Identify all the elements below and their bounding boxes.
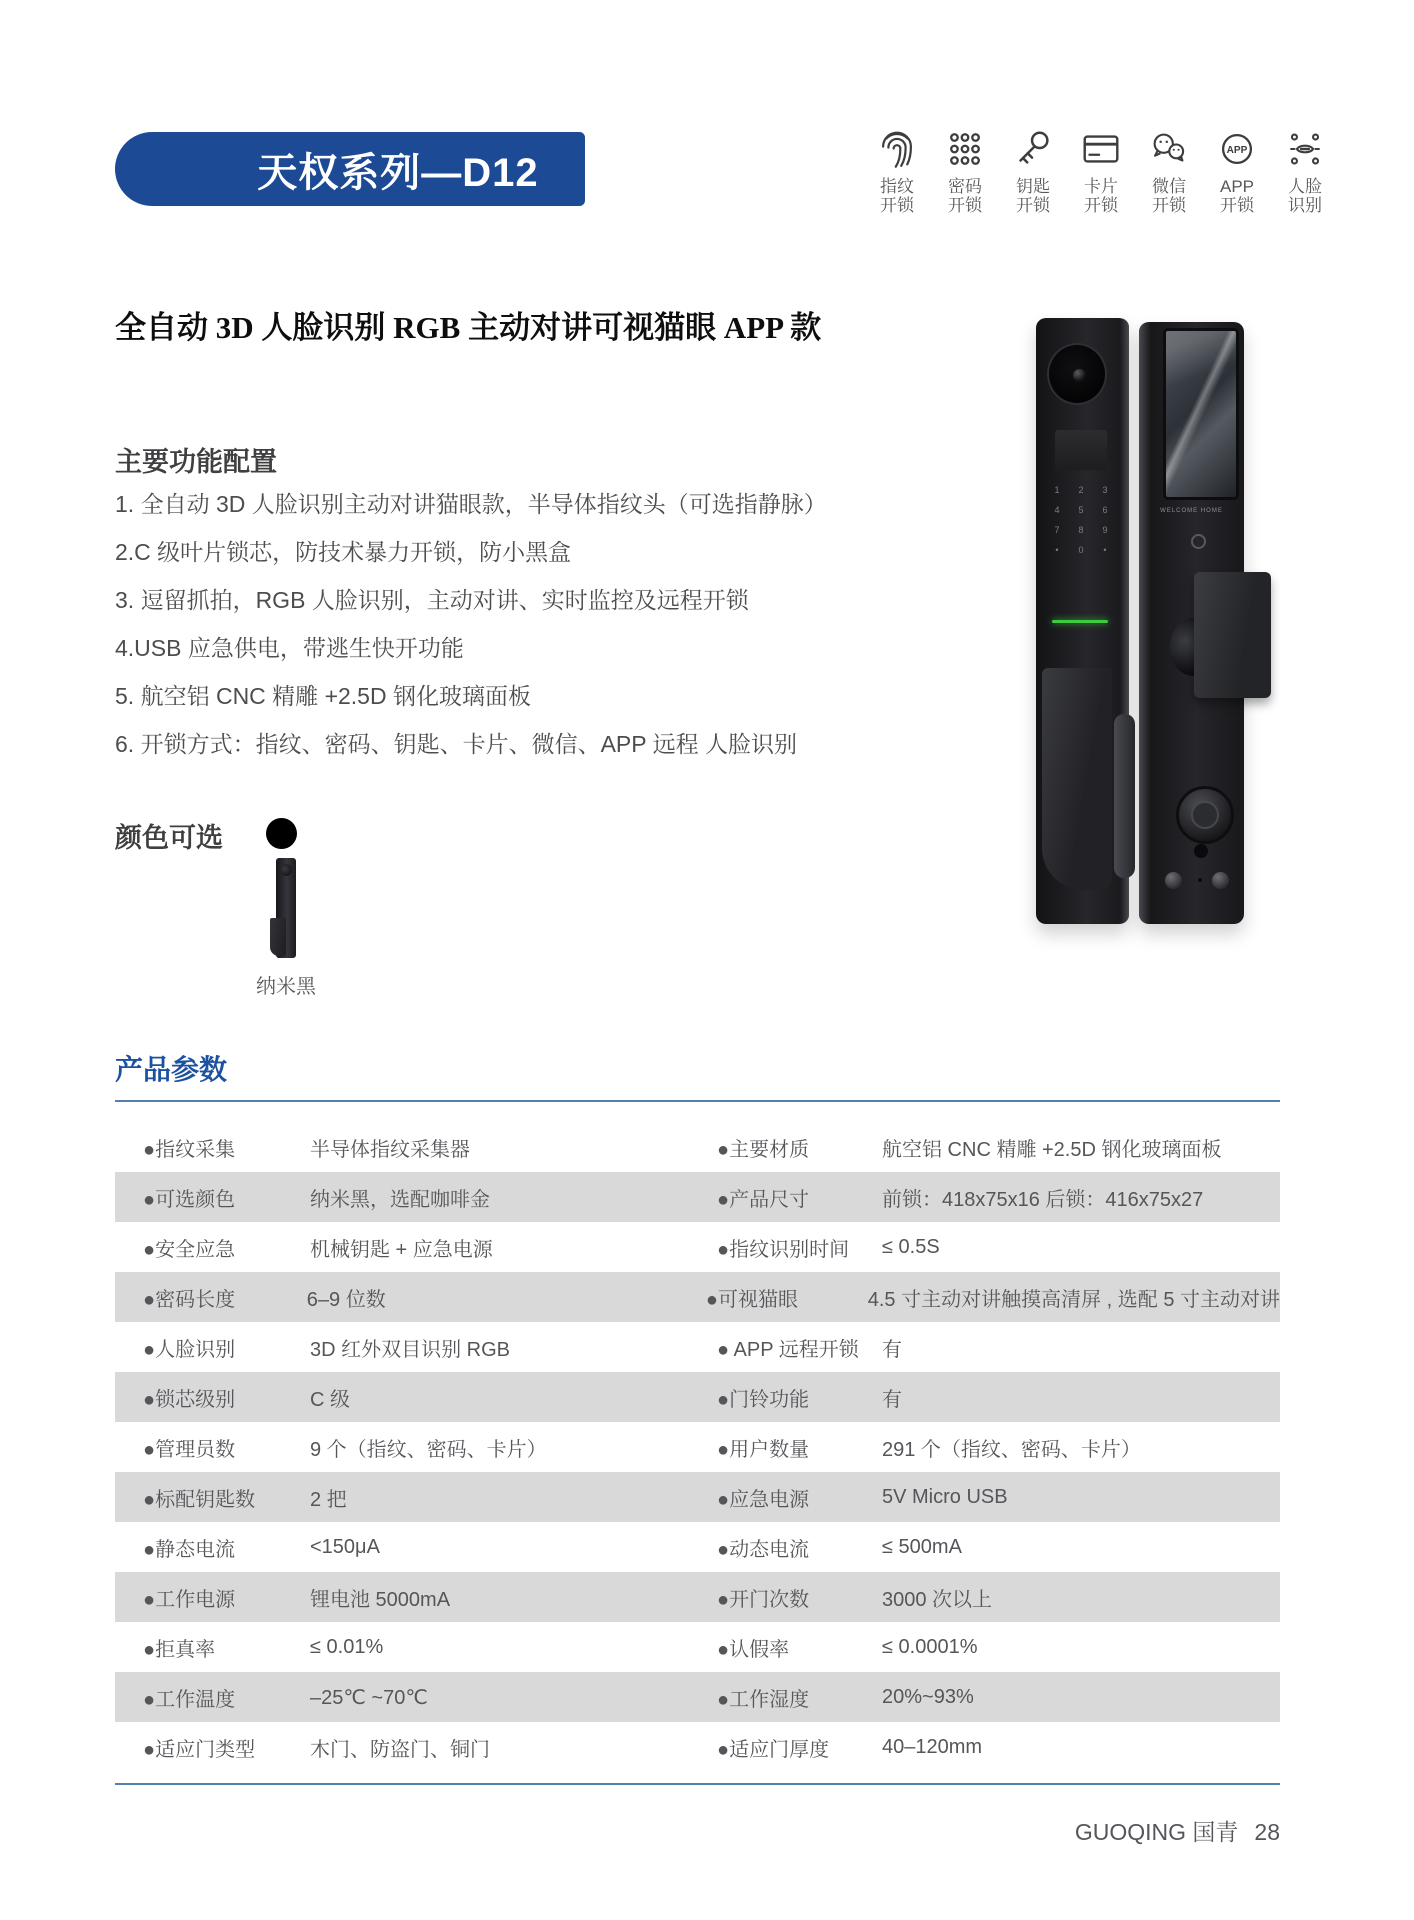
feature-item: 3. 逗留抓拍，RGB 人脸识别，主动对讲、实时监控及远程开锁 bbox=[115, 587, 749, 613]
status-indicator-light bbox=[1052, 620, 1108, 623]
spec-value: ≤ 500mA bbox=[882, 1535, 962, 1558]
spec-label: ●门铃功能 bbox=[717, 1388, 810, 1411]
spec-label: ●指纹识别时间 bbox=[717, 1238, 850, 1261]
unlock-method-password bbox=[931, 126, 999, 215]
screw-right bbox=[1212, 872, 1229, 889]
lock-keypad bbox=[1045, 484, 1117, 556]
specs-table bbox=[115, 1122, 1280, 1772]
spec-row bbox=[115, 1722, 1280, 1772]
spec-row bbox=[115, 1372, 1280, 1422]
thumb-turn-knob bbox=[1176, 786, 1234, 844]
viewer-screen-text: WELCOME HOME bbox=[1160, 508, 1223, 514]
spec-value: 机械钥匙 + 应急电源 bbox=[310, 1238, 493, 1261]
keypad-key: 7 bbox=[1054, 525, 1060, 535]
spec-label: ●安全应急 bbox=[143, 1238, 236, 1261]
spec-row bbox=[115, 1322, 1280, 1372]
spec-value: –25℃ ~70℃ bbox=[310, 1686, 428, 1709]
keypad-key: 1 bbox=[1054, 485, 1060, 495]
spec-value: 航空铝 CNC 精雕 +2.5D 钢化玻璃面板 bbox=[882, 1138, 1222, 1161]
feature-item: 4.USB 应急供电，带逃生快开功能 bbox=[115, 635, 464, 661]
keypad-key: 8 bbox=[1078, 525, 1084, 535]
spec-row bbox=[115, 1572, 1280, 1622]
unlock-method-label: APP 开锁 bbox=[1219, 177, 1255, 215]
key-icon bbox=[1010, 126, 1056, 172]
front-sleeve-cover bbox=[1042, 668, 1112, 890]
front-lock-panel bbox=[1036, 318, 1129, 924]
svg-text:APP: APP bbox=[1226, 144, 1248, 156]
spec-label: ●可选颜色 bbox=[143, 1188, 236, 1211]
spec-row bbox=[115, 1222, 1280, 1272]
feature-item: 2.C 级叶片锁芯，防技术暴力开锁，防小黑盒 bbox=[115, 539, 572, 565]
unlock-method-card bbox=[1067, 126, 1135, 215]
spec-value: C 级 bbox=[310, 1388, 350, 1411]
spec-value: 6–9 位数 bbox=[306, 1288, 386, 1311]
wechat-icon bbox=[1146, 126, 1192, 172]
mic-hole bbox=[1198, 878, 1202, 882]
spec-row bbox=[115, 1622, 1280, 1672]
keypad-key: 3 bbox=[1102, 485, 1108, 495]
spec-value: <150μA bbox=[310, 1535, 380, 1558]
brand-name: GUOQING 国青 bbox=[1074, 1819, 1239, 1845]
spec-value: 纳米黑，选配咖啡金 bbox=[310, 1188, 490, 1211]
unlock-method-label: 指纹 开锁 bbox=[880, 177, 914, 215]
spec-value: 3000 次以上 bbox=[882, 1588, 993, 1611]
spec-value: 2 把 bbox=[310, 1488, 347, 1511]
color-variant-thumbnail bbox=[270, 858, 300, 960]
unlock-method-label: 微信 开锁 bbox=[1152, 177, 1186, 215]
sensor-window bbox=[1055, 430, 1107, 470]
product-photo bbox=[1000, 300, 1292, 940]
back-lock-panel bbox=[1139, 322, 1244, 924]
feature-item: 5. 航空铝 CNC 精雕 +2.5D 钢化玻璃面板 bbox=[115, 683, 531, 709]
face-id-icon bbox=[1282, 126, 1328, 172]
unlock-method-label: 钥匙 开锁 bbox=[1016, 177, 1050, 215]
doorbell-button bbox=[1191, 534, 1206, 549]
spec-row bbox=[115, 1272, 1280, 1322]
features-list bbox=[115, 480, 835, 768]
keyhole-cover bbox=[1194, 844, 1208, 858]
spec-value: 木门、防盗门、铜门 bbox=[310, 1738, 490, 1761]
page-number: 28 bbox=[1254, 1819, 1280, 1845]
spec-label: ●用户数量 bbox=[717, 1438, 810, 1461]
spec-label: ●工作电源 bbox=[143, 1588, 236, 1611]
spec-label: ●人脸识别 bbox=[143, 1338, 236, 1361]
keypad-key: 2 bbox=[1078, 485, 1084, 495]
spec-value: 有 bbox=[882, 1388, 902, 1411]
spec-label: ●标配钥匙数 bbox=[143, 1488, 256, 1511]
features-heading: 主要功能配置 bbox=[115, 447, 277, 477]
spec-value: 9 个（指纹、密码、卡片） bbox=[310, 1438, 547, 1461]
spec-label: ●适应门类型 bbox=[143, 1738, 256, 1761]
mini-lock-sleeve bbox=[270, 918, 286, 956]
series-title: 天权系列—D12 bbox=[257, 150, 539, 195]
spec-row bbox=[115, 1422, 1280, 1472]
feature-item: 6. 开锁方式：指纹、密码、钥匙、卡片、微信、APP 远程 人脸识别 bbox=[115, 731, 797, 757]
unlock-method-fingerprint bbox=[863, 126, 931, 215]
spec-label: ●静态电流 bbox=[143, 1538, 236, 1561]
product-title: 全自动 3D 人脸识别 RGB 主动对讲可视猫眼 APP 款 bbox=[115, 310, 822, 345]
page-footer bbox=[115, 1814, 1280, 1847]
keypad-key: 9 bbox=[1102, 525, 1108, 535]
spec-label: ●产品尺寸 bbox=[717, 1188, 810, 1211]
spec-label: ●可视猫眼 bbox=[705, 1288, 799, 1311]
keypad-key: • bbox=[1103, 545, 1107, 555]
spec-value: 锂电池 5000mA bbox=[310, 1588, 451, 1611]
spec-label: ●工作温度 bbox=[143, 1688, 236, 1711]
spec-value: 前锁：418x75x16 后锁：416x75x27 bbox=[882, 1188, 1204, 1211]
spec-row bbox=[115, 1172, 1280, 1222]
spec-label: ● APP 远程开锁 bbox=[717, 1338, 859, 1361]
face-camera-ring bbox=[1047, 343, 1107, 405]
specs-top-rule bbox=[115, 1100, 1280, 1102]
color-variant-label: 纳米黑 bbox=[256, 976, 316, 998]
mini-lock-camera bbox=[280, 864, 292, 876]
spec-value: 5V Micro USB bbox=[882, 1485, 1008, 1508]
spec-value: ≤ 0.0001% bbox=[882, 1635, 978, 1658]
spec-label: ●认假率 bbox=[717, 1638, 790, 1661]
unlock-method-key bbox=[999, 126, 1067, 215]
color-swatch-black bbox=[266, 818, 297, 849]
spec-label: ●开门次数 bbox=[717, 1588, 810, 1611]
knob-inner bbox=[1191, 801, 1219, 829]
keypad-key: 5 bbox=[1078, 505, 1084, 515]
camera-lens bbox=[1073, 369, 1086, 382]
unlock-method-wechat bbox=[1135, 126, 1203, 215]
spec-label: ●密码长度 bbox=[143, 1288, 236, 1311]
spec-label: ●动态电流 bbox=[717, 1538, 810, 1561]
back-handle-box bbox=[1194, 572, 1271, 698]
spec-value: 20%~93% bbox=[882, 1685, 974, 1708]
feature-item: 1. 全自动 3D 人脸识别主动对讲猫眼款，半导体指纹头（可选指静脉） bbox=[115, 491, 827, 517]
spec-value: 40–120mm bbox=[882, 1735, 983, 1758]
unlock-method-label: 人脸 识别 bbox=[1288, 177, 1322, 215]
spec-value: 291 个（指纹、密码、卡片） bbox=[882, 1438, 1141, 1461]
unlock-method-face bbox=[1271, 126, 1339, 215]
spec-label: ●应急电源 bbox=[717, 1488, 810, 1511]
spec-value: ≤ 0.5S bbox=[882, 1235, 940, 1258]
app-icon bbox=[1214, 126, 1260, 172]
spec-value: 有 bbox=[882, 1338, 902, 1361]
unlock-method-label: 密码 开锁 bbox=[948, 177, 982, 215]
spec-label: ●指纹采集 bbox=[143, 1138, 236, 1161]
spec-row bbox=[115, 1122, 1280, 1172]
series-banner bbox=[115, 132, 585, 206]
fingerprint-icon bbox=[874, 126, 920, 172]
spec-label: ●主要材质 bbox=[717, 1138, 810, 1161]
spec-label: ●拒真率 bbox=[143, 1638, 216, 1661]
keypad-key: • bbox=[1055, 545, 1059, 555]
spec-label: ●管理员数 bbox=[143, 1438, 236, 1461]
specs-heading: 产品参数 bbox=[115, 1054, 228, 1085]
spec-label: ●锁芯级别 bbox=[143, 1388, 236, 1411]
spec-label: ●工作湿度 bbox=[717, 1688, 810, 1711]
color-options-heading: 颜色可选 bbox=[115, 823, 223, 853]
spec-value: 4.5 寸主动对讲触摸高清屏 , 选配 5 寸主动对讲 bbox=[867, 1288, 1280, 1311]
footer-rule bbox=[115, 1783, 1280, 1785]
unlock-method-app bbox=[1203, 126, 1271, 215]
front-handle bbox=[1114, 714, 1135, 878]
card-icon bbox=[1078, 126, 1124, 172]
spec-value: 3D 红外双目识别 RGB bbox=[310, 1338, 511, 1361]
spec-row bbox=[115, 1522, 1280, 1572]
spec-label: ●适应门厚度 bbox=[717, 1738, 830, 1761]
spec-value: ≤ 0.01% bbox=[310, 1635, 384, 1658]
spec-value: 半导体指纹采集器 bbox=[310, 1138, 470, 1161]
viewer-screen bbox=[1163, 328, 1239, 500]
spec-row bbox=[115, 1672, 1280, 1722]
unlock-methods-row bbox=[863, 126, 1339, 215]
keypad-key: 0 bbox=[1078, 545, 1084, 555]
keypad-key: 6 bbox=[1102, 505, 1108, 515]
keypad-key: 4 bbox=[1054, 505, 1060, 515]
screw-left bbox=[1165, 872, 1182, 889]
unlock-method-label: 卡片 开锁 bbox=[1084, 177, 1118, 215]
spec-row bbox=[115, 1472, 1280, 1522]
keypad-icon bbox=[942, 126, 988, 172]
